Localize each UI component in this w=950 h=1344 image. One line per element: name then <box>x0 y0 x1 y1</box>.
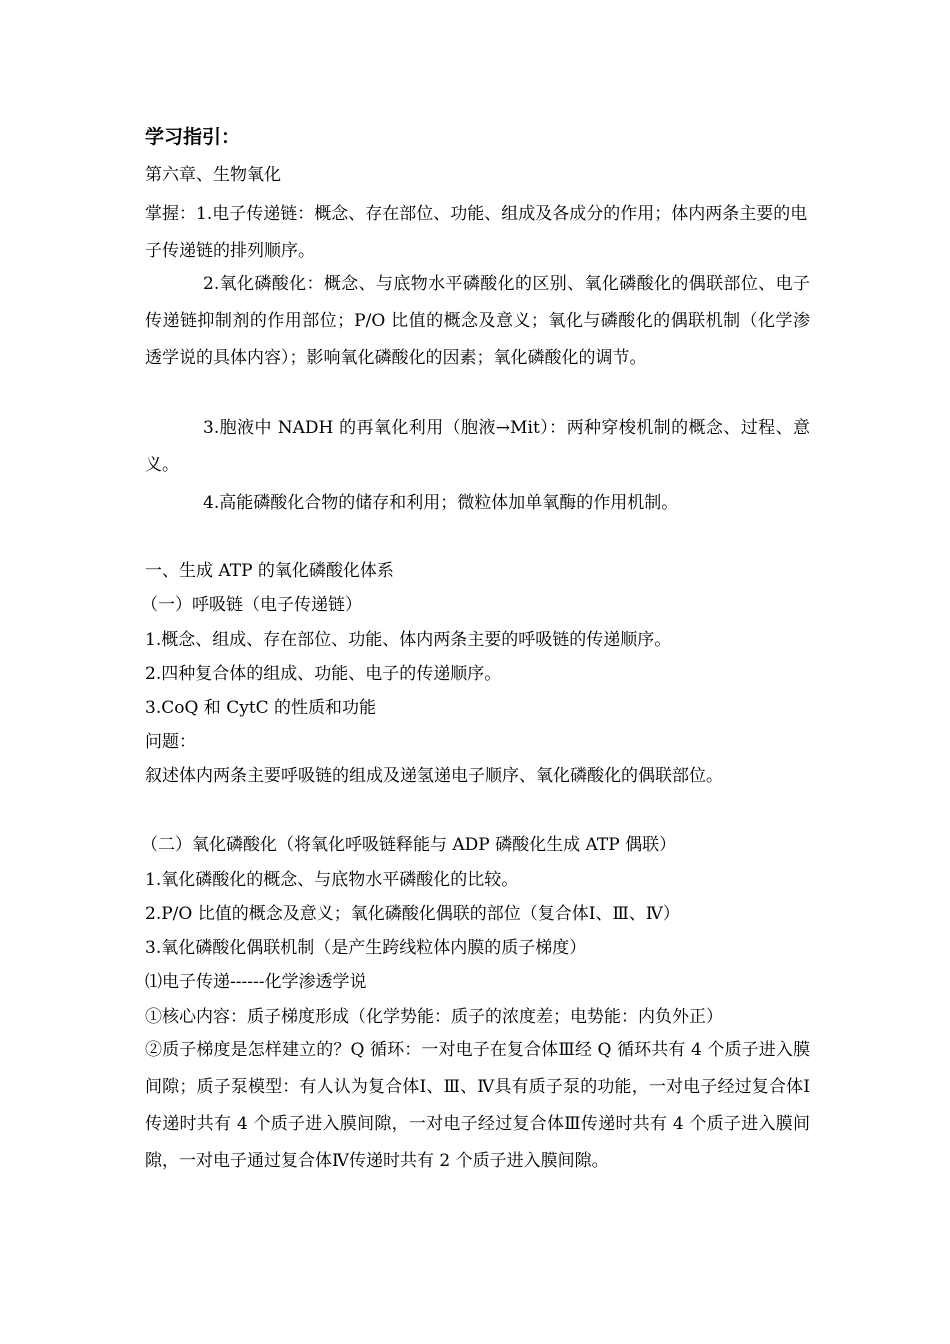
section2-item-1: 1.氧化磷酸化的概念、与底物水平磷酸化的比较。 <box>145 870 519 890</box>
master-label: 掌握： <box>145 204 196 224</box>
section1-item-3: 3.CoQ 和 CytC 的性质和功能 <box>145 698 377 718</box>
section1-item-2: 2.四种复合体的组成、功能、电子的传递顺序。 <box>145 664 502 684</box>
master-item-3: 3.胞液中 NADH 的再氧化利用（胞液→Mit）：两种穿梭机制的概念、过程、意义。 <box>145 418 810 475</box>
master-item-1-text: 1.电子传递链：概念、存在部位、功能、组成及各成分的作用；体内两条主要的电子传递链的排列顺序。 <box>145 204 808 261</box>
master-item-2: 2.氧化磷酸化：概念、与底物水平磷酸化的区别、氧化磷酸化的偶联部位、电子传递链抑制剂的作用部位；P/O 比值的概念及意义；氧化与磷酸化的偶联机制（化学渗透学说的具体内容）；影响氧化磷酸化的因素；氧化磷酸化的调节。 <box>145 274 810 368</box>
section2-point-2: ②质子梯度是怎样建立的？Q 循环：一对电子在复合体Ⅲ经 Q 循环共有 4 个质子进入膜间隙；质子泵模型：有人认为复合体Ⅰ、Ⅲ、Ⅳ具有质子泵的功能，一对电子经过复合体Ⅰ传递时共有 4 个质子进入膜间隙，一对电子经过复合体Ⅲ传递时共有 4 个质子进入膜间隙，一对电子通过复合体Ⅳ传递时共有 2 个质子进入膜间隙。 <box>145 1040 810 1171</box>
section1-title: 一、生成 ATP 的氧化磷酸化体系 <box>145 561 394 581</box>
chapter-title: 第六章、生物氧化 <box>145 165 281 185</box>
question-label: 问题： <box>145 732 196 752</box>
section1-item-1: 1.概念、组成、存在部位、功能、体内两条主要的呼吸链的传递顺序。 <box>145 630 672 650</box>
section2-title: （二）氧化磷酸化（将氧化呼吸链释能与 ADP 磷酸化生成 ATP 偶联） <box>141 835 677 855</box>
question-text: 叙述体内两条主要呼吸链的组成及递氢递电子顺序、氧化磷酸化的偶联部位。 <box>145 766 723 786</box>
section2-point-1: ①核心内容：质子梯度形成（化学势能：质子的浓度差；电势能：内负外正） <box>145 1007 723 1027</box>
section2-item-2: 2.P/O 比值的概念及意义；氧化磷酸化偶联的部位（复合体Ⅰ、Ⅲ、Ⅳ） <box>145 904 680 924</box>
master-item-1 <box>145 196 810 270</box>
section2-sub-item: ⑴电子传递------化学渗透学说 <box>145 972 367 992</box>
section2-item-3: 3.氧化磷酸化偶联机制（是产生跨线粒体内膜的质子梯度） <box>145 938 587 958</box>
section1-subtitle: （一）呼吸链（电子传递链） <box>141 595 362 615</box>
page-heading: 学习指引： <box>145 126 241 148</box>
master-item-4: 4.高能磷酸化合物的储存和利用；微粒体加单氧酶的作用机制。 <box>203 493 679 513</box>
